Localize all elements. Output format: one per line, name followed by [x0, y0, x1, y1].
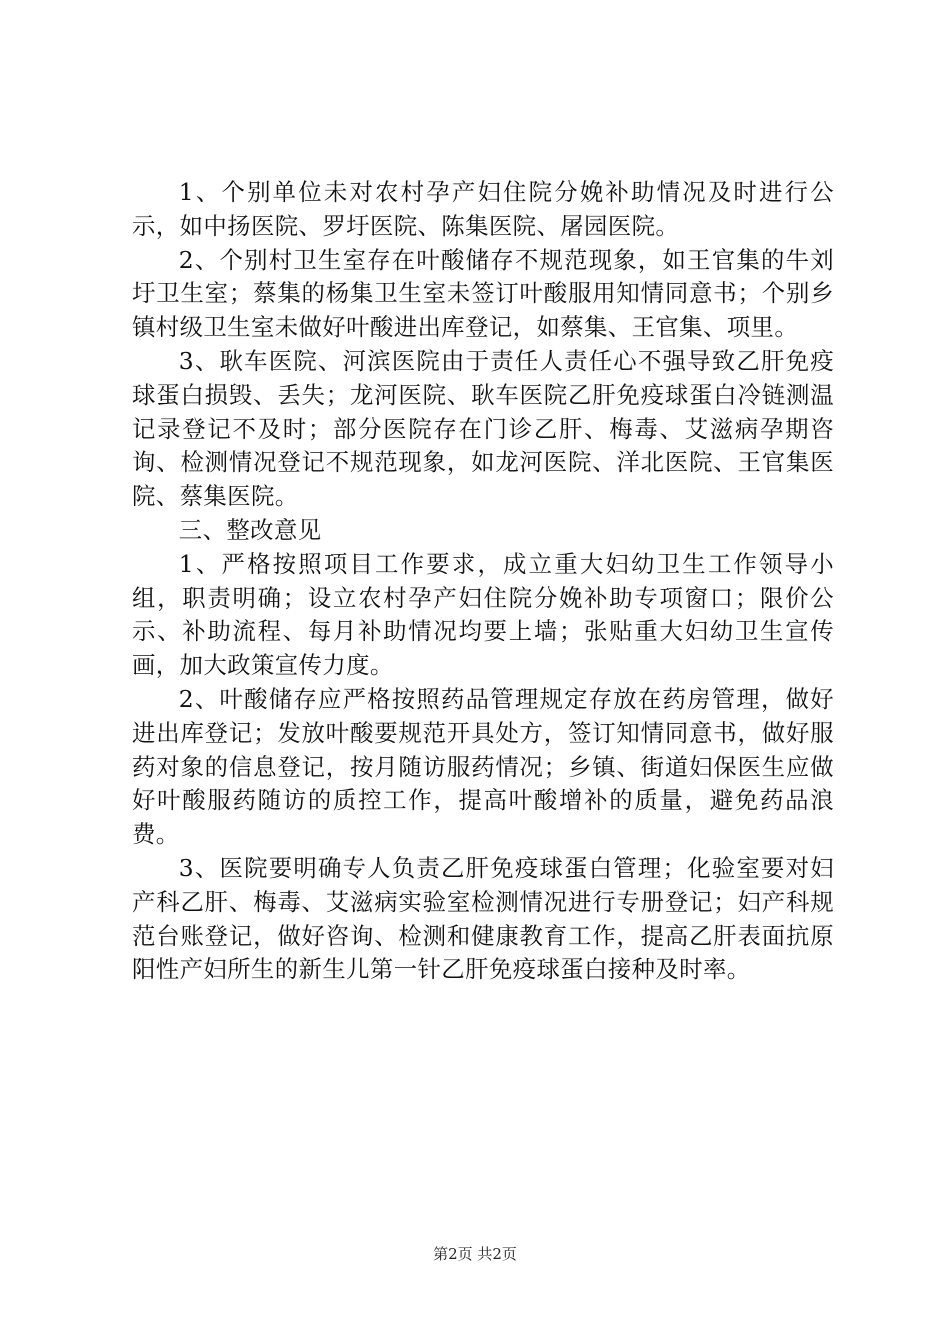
paragraph-issue-3: 3、耿车医院、河滨医院由于责任人责任心不强导致乙肝免疫球蛋白损毁、丢失；龙河医院、耿车医院乙肝免疫球蛋白冷链测温记录登记不及时；部分医院存在门诊乙肝、梅毒、艾滋病孕期咨询、检测情况登记不规范现象，如龙河医院、洋北医院、王官集医院、蔡集医院。 — [132, 346, 834, 511]
page-footer: 第2页 共2页 — [433, 1245, 517, 1263]
section-heading-rectification: 三、整改意见 — [178, 515, 322, 544]
paragraph-issue-1: 1、个别单位未对农村孕产妇住院分娩补助情况及时进行公示，如中扬医院、罗圩医院、陈集医院、屠园医院。 — [132, 178, 834, 240]
document-body — [132, 176, 834, 987]
paragraph-rectification-2: 2、叶酸储存应严格按照药品管理规定存放在药房管理，做好进出库登记；发放叶酸要规范开具处方，签订知情同意书，做好服药对象的信息登记，按月随访服药情况；乡镇、街道妇保医生应做好叶酸服药随访的质控工作，提高叶酸增补的质量，避免药品浪费。 — [132, 684, 834, 849]
paragraph-rectification-3: 3、医院要明确专人负责乙肝免疫球蛋白管理；化验室要对妇产科乙肝、梅毒、艾滋病实验室检测情况进行专册登记；妇产科规范台账登记，做好咨询、检测和健康教育工作，提高乙肝表面抗原阳性产妇所生的新生儿第一针乙肝免疫球蛋白接种及时率。 — [132, 853, 834, 984]
paragraph-issue-2: 2、个别村卫生室存在叶酸储存不规范现象，如王官集的牛刘圩卫生室；蔡集的杨集卫生室未签订叶酸服用知情同意书；个别乡镇村级卫生室未做好叶酸进出库登记，如蔡集、王官集、项里。 — [132, 245, 834, 342]
paragraph-rectification-1: 1、严格按照项目工作要求，成立重大妇幼卫生工作领导小组，职责明确；设立农村孕产妇住院分娩补助专项窗口；限价公示、补助流程、每月补助情况均要上墙；张贴重大妇幼卫生宣传画，加大政策宣传力度。 — [132, 549, 834, 680]
